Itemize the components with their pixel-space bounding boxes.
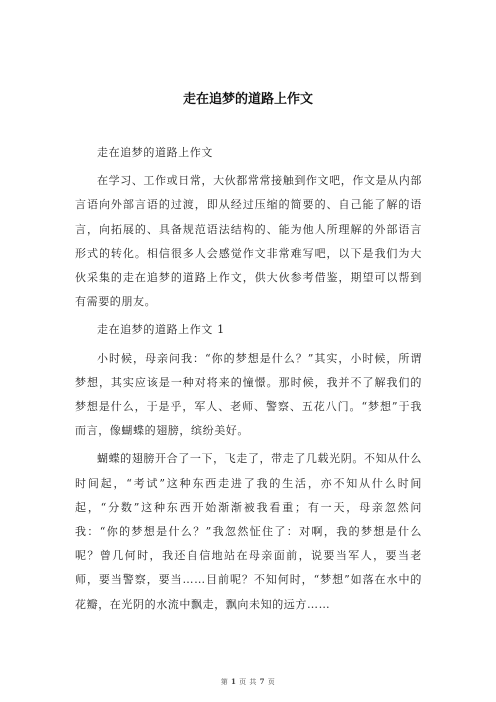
section-heading: 走在追梦的道路上作文 1 <box>97 323 225 337</box>
page-footer <box>0 677 496 687</box>
intro-paragraph: 在学习、工作或日常，大伙都常常接触到作文吧，作文是从内部言语向外部言语的过渡，即从经过压缩的简要的、自己能了解的语言，向拓展的、具备规范语法结构的、能为他人所理解的外部语言形式的转化。相信很多人会感觉作文非常难写吧，以下是我们为大伙采集的走在追梦的道路上作文，供大伙参考借鉴，期望可以帮到有需要的朋友。 <box>75 174 422 309</box>
document-title: 走在追梦的道路上作文 <box>182 92 313 107</box>
body-paragraph: 小时候，母亲问我：“你的梦想是什么？”其实，小时候，所谓梦想，其实应该是一种对将来的憧憬。那时候，我并不了解我们的梦想是什么，于是乎，军人、老师、警察、五花八门。“梦想”于我而言，像蝴蝶的翅膀，缤纷美好。 <box>75 351 422 438</box>
body-paragraph: 蝴蝶的翅膀开合了一下，飞走了，带走了几载光阴。不知从什么时间起，“考试”这种东西走进了我的生活，亦不知从什么时间起，“分数”这种东西开始渐渐被我看重；有一天，母亲忽然问我：“你的梦想是什么？”我忽然怔住了：对啊，我的梦想是什么呢？曾几何时，我还自信地站在母亲面前，说要当军人，要当老师，要当警察，要当……目前呢？不知何时，“梦想”如落在水中的花瓣，在光阴的水流中飘走，飘向未知的远方…… <box>75 452 422 611</box>
document-body <box>75 141 422 621</box>
subtitle-paragraph: 走在追梦的道路上作文 <box>97 146 213 159</box>
footer-middle: 页 共 <box>239 678 257 686</box>
footer-prefix: 第 <box>220 678 229 686</box>
current-page-number: 1 <box>231 677 237 686</box>
footer-suffix: 页 <box>267 678 276 686</box>
total-pages-number: 7 <box>259 677 265 686</box>
